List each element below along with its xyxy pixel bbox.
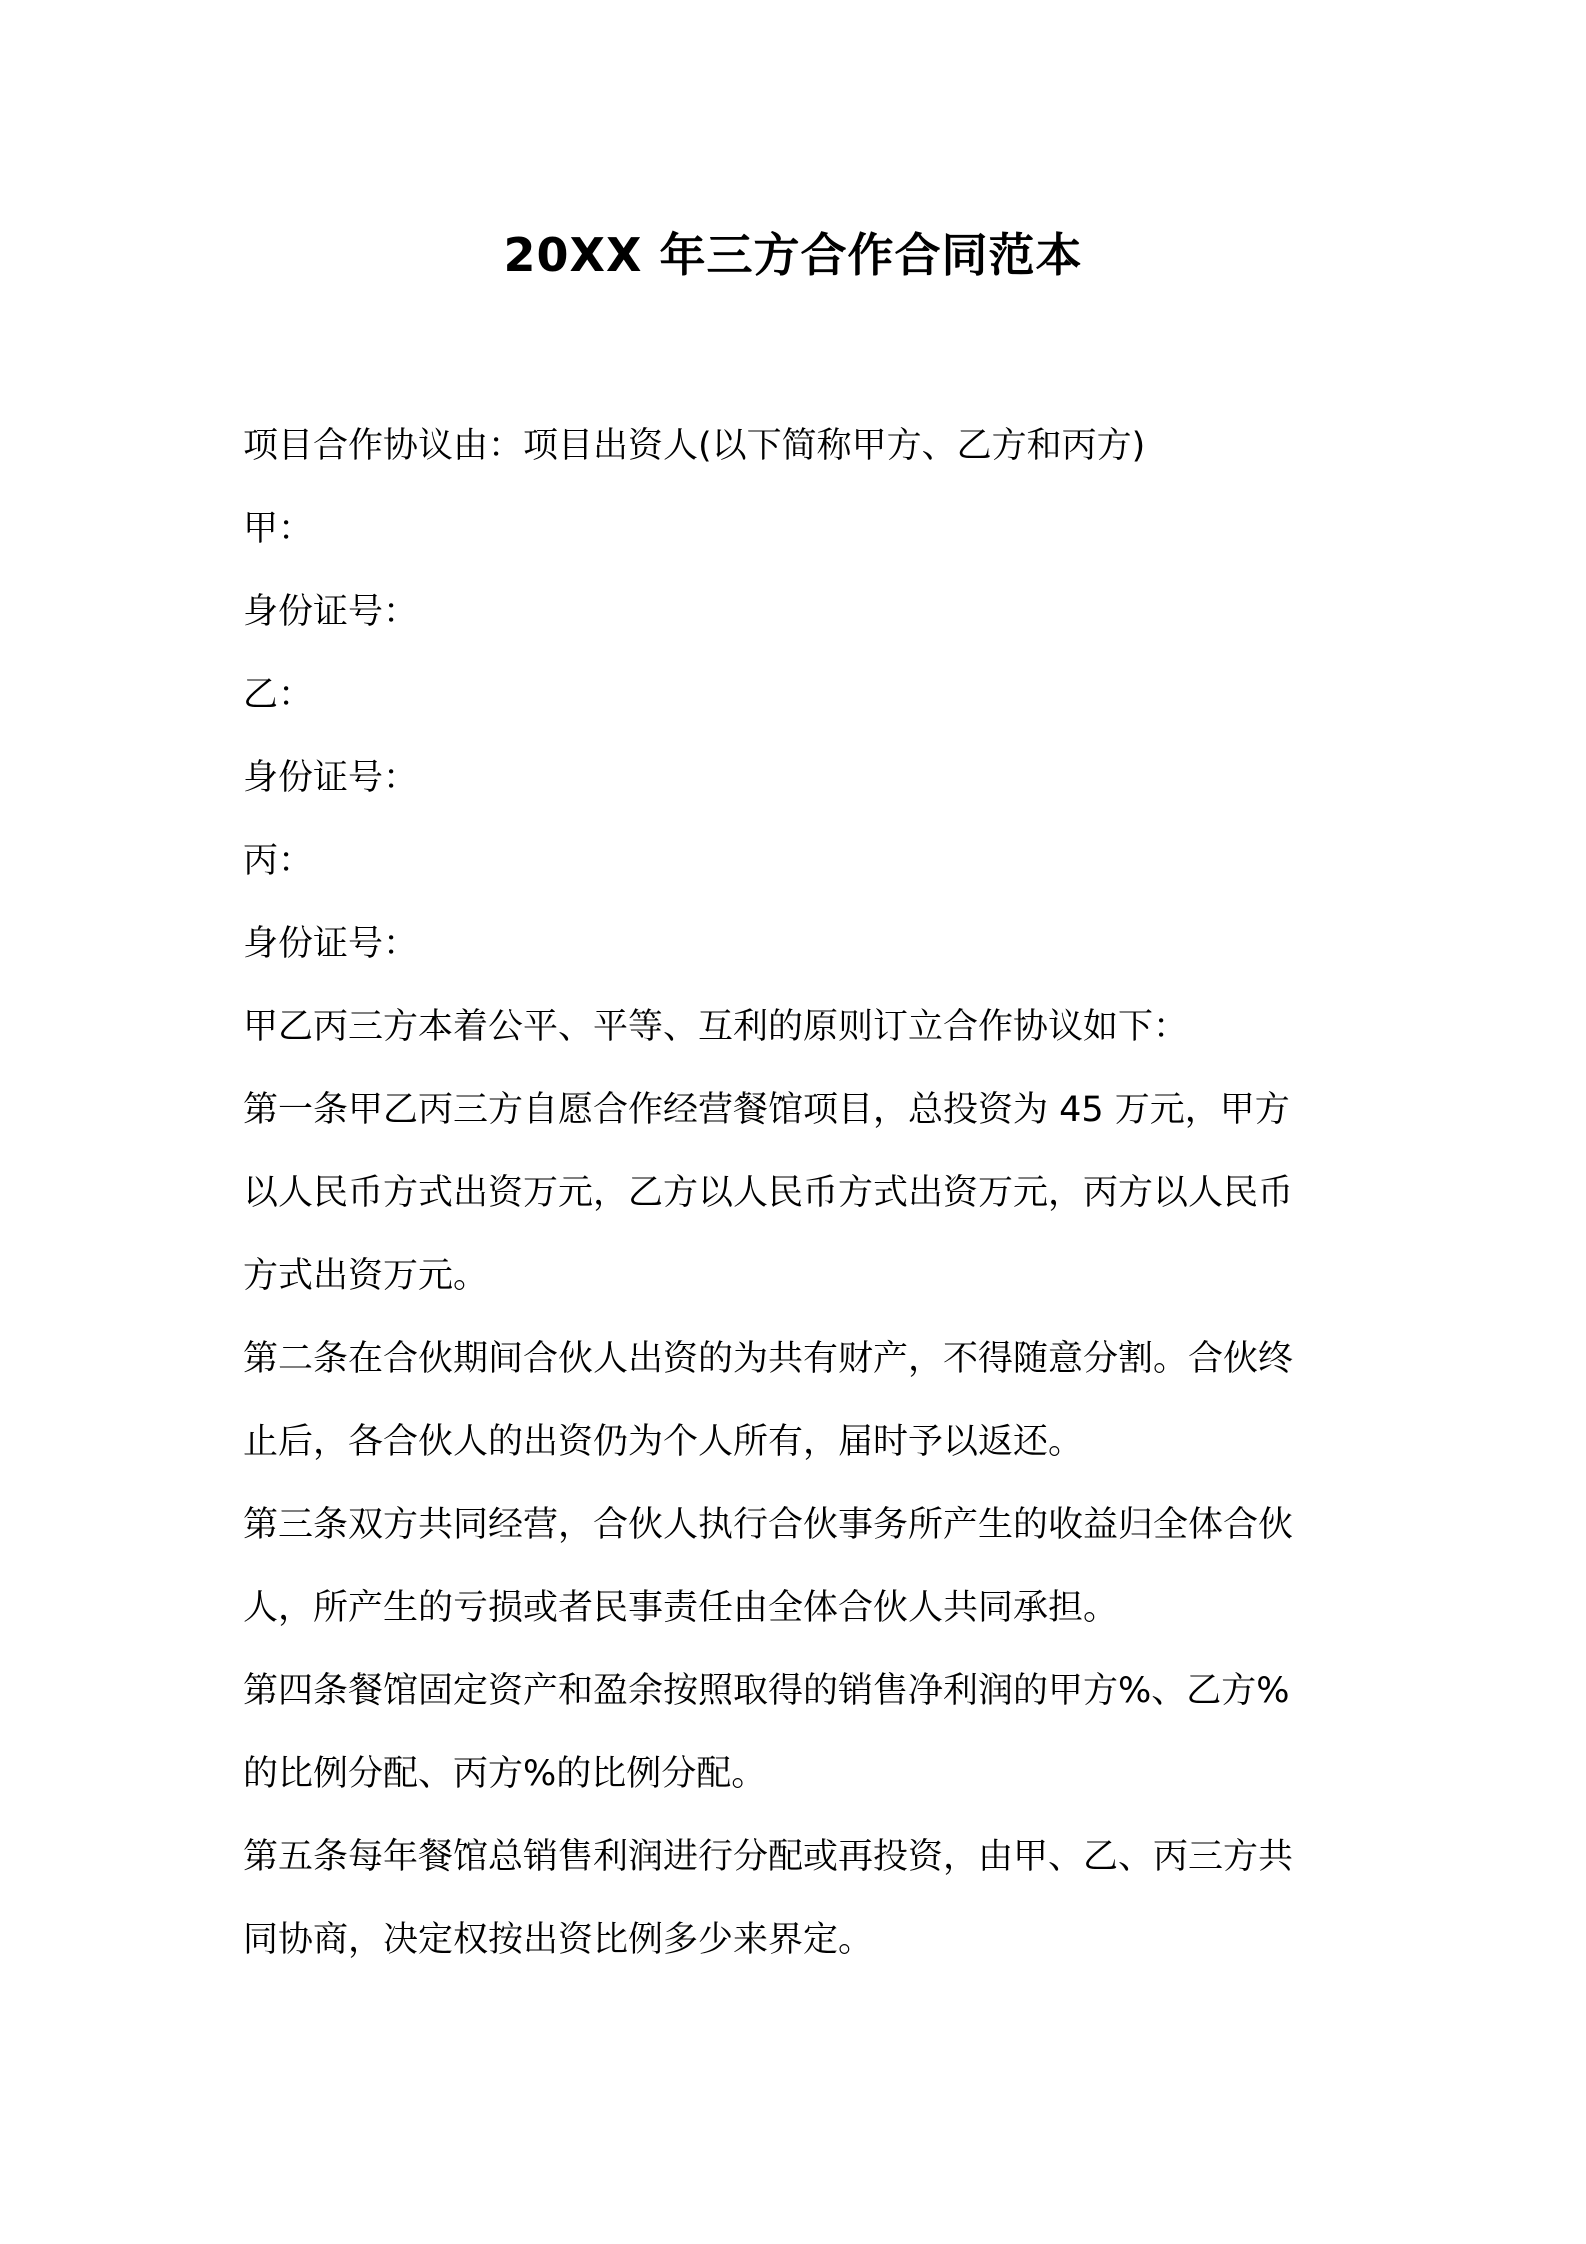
document-body	[243, 405, 1358, 1982]
party-b-label: 乙：	[243, 675, 314, 715]
party-a-id-label: 身份证号：	[243, 592, 419, 632]
article-1-line-3: 方式出资万元。	[243, 1256, 489, 1296]
party-b-id-label: 身份证号：	[243, 758, 419, 798]
article-4-line-1: 第四条餐馆固定资产和盈余按照取得的销售净利润的甲方%、乙方%	[243, 1671, 1290, 1711]
article-3-line-2: 人，所产生的亏损或者民事责任由全体合伙人共同承担。	[243, 1588, 1119, 1628]
document-title: 20XX 年三方合作合同范本	[503, 228, 1083, 282]
article-5-line-2: 同协商，决定权按出资比例多少来界定。	[243, 1920, 874, 1960]
article-2-line-1: 第二条在合伙期间合伙人出资的为共有财产，不得随意分割。合伙终	[243, 1339, 1294, 1379]
agreement-preamble: 甲乙丙三方本着公平、平等、互利的原则订立合作协议如下：	[243, 1007, 1189, 1047]
party-c-label: 丙：	[243, 841, 314, 881]
article-4-line-2: 的比例分配、丙方%的比例分配。	[243, 1754, 767, 1794]
article-1-line-2: 以人民币方式出资万元，乙方以人民币方式出资万元，丙方以人民币	[243, 1173, 1294, 1213]
article-3-line-1: 第三条双方共同经营，合伙人执行合伙事务所产生的收益归全体合伙	[243, 1505, 1294, 1545]
article-2-line-2: 止后，各合伙人的出资仍为个人所有，届时予以返还。	[243, 1422, 1084, 1462]
party-c-id-label: 身份证号：	[243, 924, 419, 964]
party-a-label: 甲：	[243, 509, 314, 549]
intro-line: 项目合作协议由：项目出资人(以下简称甲方、乙方和丙方)	[243, 426, 1146, 466]
article-5-line-1: 第五条每年餐馆总销售利润进行分配或再投资，由甲、乙、丙三方共	[243, 1837, 1294, 1877]
article-1-line-1: 第一条甲乙丙三方自愿合作经营餐馆项目，总投资为 45 万元，甲方	[243, 1090, 1290, 1130]
